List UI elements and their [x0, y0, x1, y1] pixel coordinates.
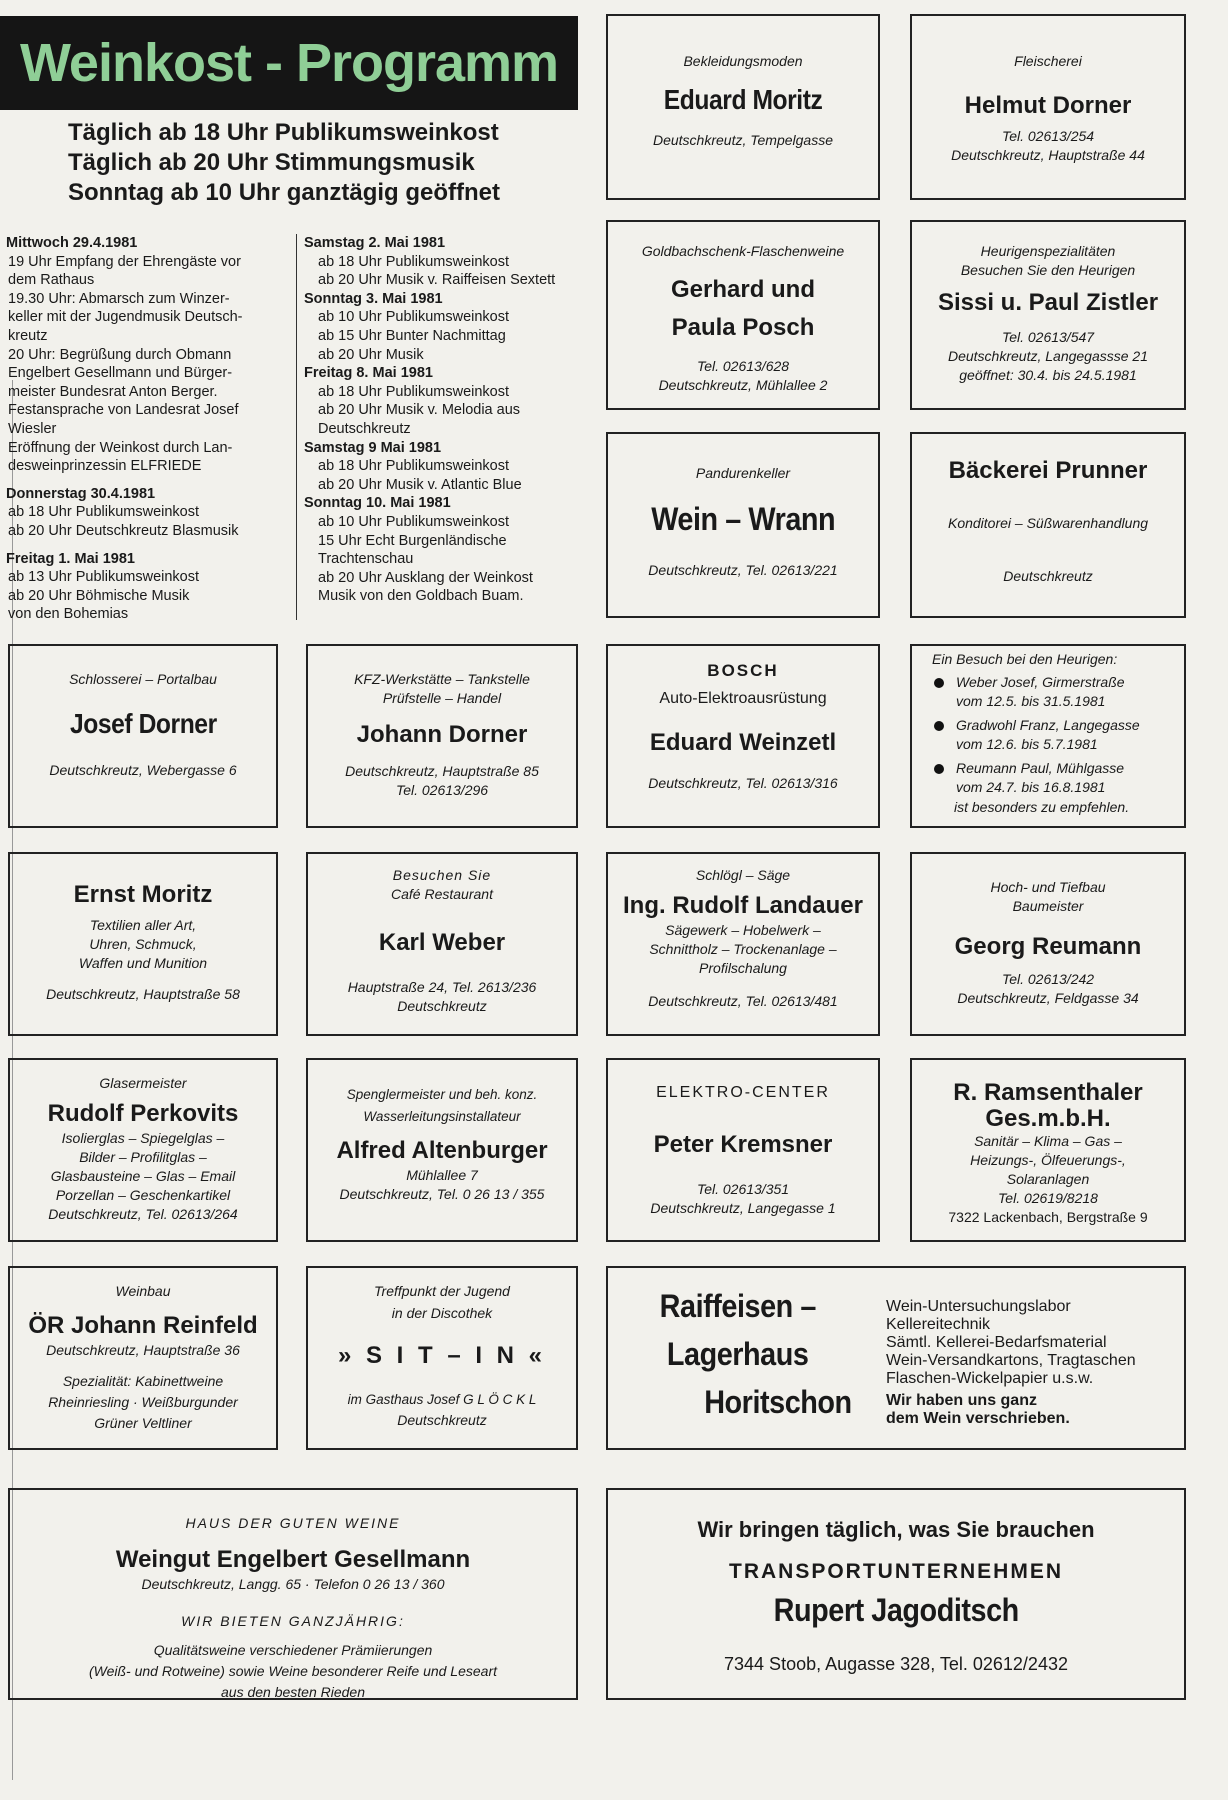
ad-phone: Tel. 02613/254: [1001, 128, 1095, 144]
program-entry: ab 20 Uhr Ausklang der Weinkost: [318, 569, 533, 586]
heurigen-dates: vom 12.5. bis 31.5.1981: [956, 693, 1106, 709]
ad-ernst-moritz: [8, 852, 278, 1036]
program-entry: 20 Uhr: Begrüßung durch Obmann: [8, 346, 232, 363]
ad-line: Rheinriesling · Weißburgunder: [48, 1394, 238, 1410]
ad-category: Heurigenspezialitäten: [980, 243, 1116, 259]
ad-address: Deutschkreutz, Hauptstraße 44: [951, 147, 1145, 163]
ad-alfred-altenburger: [306, 1058, 578, 1242]
ad-category: Wasserleitungsinstallateur: [363, 1109, 521, 1124]
ad-category: Spenglermeister und beh. konz.: [346, 1087, 538, 1102]
ad-company-name: Wein – Wrann: [651, 501, 835, 537]
heurigen-name: Reumann Paul, Mühlgasse: [956, 760, 1125, 776]
heurigen-item: [934, 673, 1184, 711]
ad-company-name: Eduard Weinzetl: [649, 729, 837, 756]
ad-company-name: Rupert Jagoditsch: [773, 1592, 1019, 1628]
ad-address: Deutschkreutz, Tel. 02613/264: [48, 1206, 238, 1222]
program-entry: 19.30 Uhr: Abmarsch zum Winzer-: [8, 290, 230, 307]
ad-phone: Tel. 02613/628: [696, 358, 790, 374]
ad-category: Café Restaurant: [391, 886, 493, 902]
ad-company-name: Ernst Moritz: [73, 881, 213, 908]
program-entry: 15 Uhr Echt Burgenländische: [318, 532, 507, 549]
ad-category: HAUS DER GUTEN WEINE: [185, 1515, 401, 1531]
ad-address: Deutschkreutz, Hauptstraße 36: [46, 1342, 240, 1358]
ad-rudolf-perkovits: [8, 1058, 278, 1242]
ad-line: Heizungs-, Ölfeuerungs-,: [970, 1152, 1126, 1168]
ad-phone: Tel. 02613/242: [1001, 971, 1095, 987]
ad-slogan: Wir bringen täglich, was Sie brauchen: [697, 1517, 1095, 1542]
ad-heading: WIR BIETEN GANZJÄHRIG:: [181, 1613, 405, 1629]
program-entry: dem Rathaus: [8, 272, 95, 289]
ad-company-name: Ing. Rudolf Landauer: [623, 892, 863, 919]
program-entry: ab 20 Uhr Musik v. Raiffeisen Sextett: [318, 272, 556, 289]
ad-phone: Tel. 02613/351: [696, 1181, 790, 1197]
ad-city: Deutschkreutz: [397, 1412, 487, 1428]
program-day-heading: Samstag 2. Mai 1981: [304, 235, 446, 251]
ad-eduard-weinzetl: [606, 644, 880, 828]
ad-company-name: » S I T – I N «: [337, 1342, 547, 1369]
ad-line: Profilschalung: [699, 960, 787, 976]
ad-raiffeisen-lagerhaus: [606, 1266, 1186, 1450]
ad-heading: Ein Besuch bei den Heurigen:: [932, 651, 1118, 667]
ad-address: Deutschkreutz, Tel. 0 26 13 / 355: [339, 1186, 545, 1202]
ad-johann-reinfeld: [8, 1266, 278, 1450]
program-entry: ab 15 Uhr Bunter Nachmittag: [318, 327, 506, 344]
bullet-icon: [934, 721, 944, 731]
ad-zistler: [910, 220, 1186, 410]
ad-category: Fleischerei: [1014, 53, 1082, 69]
program-day-heading: Donnerstag 30.4.1981: [6, 485, 156, 502]
ad-line: Sanitär – Klima – Gas –: [974, 1133, 1122, 1149]
ad-phone: Tel. 02613/296: [395, 782, 489, 798]
program-entry: ab 10 Uhr Publikumsweinkost: [318, 309, 510, 326]
ad-company-name: ÖR Johann Reinfeld: [28, 1312, 258, 1339]
ad-company-name: Weingut Engelbert Gesellmann: [115, 1546, 471, 1573]
heurigen-name: Gradwohl Franz, Langegasse: [956, 717, 1140, 733]
ad-posch: [606, 220, 880, 410]
ad-sit-in: [306, 1266, 578, 1450]
ad-rudolf-landauer: [606, 852, 880, 1036]
ad-line: im Gasthaus Josef G L Ö C K L: [347, 1392, 537, 1407]
ad-phone: Tel. 02613/547: [1001, 329, 1095, 345]
ad-company-name: Bäckerei Prunner: [948, 457, 1148, 484]
program-entry: ab 20 Uhr Musik v. Atlantic Blue: [318, 476, 522, 493]
ad-category: Besuchen Sie: [392, 867, 492, 883]
ad-line: Mühlallee 7: [406, 1167, 478, 1183]
ad-line: Kellereitechnik: [886, 1316, 991, 1333]
heurigen-name: Weber Josef, Girmerstraße: [956, 674, 1125, 690]
program-entry: Musik von den Goldbach Buam.: [318, 588, 524, 605]
ad-company-name: Alfred Altenburger: [336, 1137, 548, 1164]
ad-category: Bekleidungsmoden: [683, 53, 803, 69]
program-entry: Deutschkreutz: [318, 420, 411, 437]
program-entry: Eröffnung der Weinkost durch Lan-: [8, 439, 233, 456]
ad-address: Deutschkreutz, Hauptstraße 85: [345, 763, 539, 779]
ad-category: Hoch- und Tiefbau: [990, 879, 1106, 895]
ad-brand: BOSCH: [707, 661, 779, 680]
ad-category: Glasermeister: [99, 1075, 187, 1091]
ad-category: Baumeister: [1012, 898, 1084, 914]
intro-lines: [68, 118, 578, 208]
bullet-icon: [934, 678, 944, 688]
program-entry: 19 Uhr Empfang der Ehrengäste vor: [8, 253, 241, 270]
ad-category: in der Discothek: [391, 1305, 493, 1321]
program-entry: ab 18 Uhr Publikumsweinkost: [318, 253, 510, 270]
program-day-heading: Samstag 9 Mai 1981: [304, 439, 442, 456]
ad-address: Hauptstraße 24, Tel. 2613/236: [347, 979, 537, 995]
ad-category: Auto-Elektroausrüstung: [659, 690, 827, 707]
ad-company-name: Karl Weber: [378, 929, 506, 956]
heurigen-item: [934, 716, 1184, 754]
program-day-heading: Sonntag 10. Mai 1981: [304, 495, 451, 512]
ad-peter-kremsner: [606, 1058, 880, 1242]
ad-line: Wein-Versandkartons, Tragtaschen: [886, 1352, 1136, 1369]
ad-name-block: [608, 1282, 868, 1426]
ad-address: Deutschkreutz, Langegassse 21: [947, 348, 1148, 364]
ad-line: Isolierglas – Spiegelglas –: [61, 1130, 225, 1146]
ad-company-name: Peter Kremsner: [653, 1131, 833, 1158]
ad-eduard-moritz: [606, 14, 880, 200]
ad-line: (Weiß- und Rotweine) sowie Weine besonderer Reife und Leseart: [88, 1663, 498, 1679]
ad-line: Sägewerk – Hobelwerk –: [665, 922, 821, 938]
program-entry: kreutz: [8, 327, 48, 344]
ad-address: Deutschkreutz, Webergasse 6: [49, 762, 237, 778]
ad-company-name: Josef Dorner: [69, 708, 217, 739]
ad-company-name: Georg Reumann: [954, 933, 1142, 960]
ad-line: aus den besten Rieden: [221, 1684, 365, 1700]
ad-heurigen-list: [910, 644, 1186, 828]
ad-category: KFZ-Werkstätte – Tankstelle: [354, 671, 530, 687]
ad-line: Wein-Untersuchungslabor: [886, 1298, 1071, 1315]
ad-category: ELEKTRO-CENTER: [656, 1084, 830, 1101]
bullet-icon: [934, 764, 944, 774]
ad-category: TRANSPORTUNTERNEHMEN: [729, 1560, 1063, 1583]
ad-josef-dorner: [8, 644, 278, 828]
program-column-right: [304, 234, 584, 606]
ad-line: Waffen und Munition: [78, 955, 208, 971]
ad-company-name: Helmut Dorner: [964, 92, 1132, 119]
ad-slogan: dem Wein verschrieben.: [886, 1410, 1070, 1427]
ad-line: Glasbausteine – Glas – Email: [50, 1168, 236, 1184]
program-divider: [296, 234, 297, 620]
ad-address: Deutschkreutz, Tel. 02613/316: [648, 775, 838, 791]
ad-slogan: Wir haben uns ganz: [886, 1392, 1037, 1409]
ad-company-name: Gerhard und: [670, 276, 815, 303]
ad-address: 7322 Lackenbach, Bergstraße 9: [948, 1209, 1148, 1225]
ad-line: Sämtl. Kellerei-Bedarfsmaterial: [886, 1334, 1107, 1351]
ad-line: Porzellan – Geschenkartikel: [55, 1187, 231, 1203]
program-entry: ab 18 Uhr Publikumsweinkost: [318, 383, 510, 400]
program-entry: keller mit der Jugendmusik Deutsch-: [8, 309, 243, 326]
ad-address: Deutschkreutz, Mühlallee 2: [658, 377, 828, 393]
ad-line: Solaranlagen: [1006, 1171, 1090, 1187]
ad-address: Deutschkreutz, Langg. 65 · Telefon 0 26 13 / 360: [141, 1576, 445, 1592]
ad-karl-weber: [306, 852, 578, 1036]
program-entry: ab 20 Uhr Böhmische Musik: [8, 587, 190, 604]
ad-rupert-jagoditsch: [606, 1488, 1186, 1700]
ad-city: Deutschkreutz: [397, 998, 487, 1014]
ad-company-name: Rudolf Perkovits: [47, 1100, 239, 1127]
ad-georg-reumann: [910, 852, 1186, 1036]
ad-opening: geöffnet: 30.4. bis 24.5.1981: [959, 367, 1137, 383]
heurigen-dates: vom 12.6. bis 5.7.1981: [956, 736, 1098, 752]
ad-category: Schlosserei – Portalbau: [69, 671, 217, 687]
ad-company-name: R. Ramsenthaler: [953, 1079, 1143, 1106]
program-spacer: [6, 541, 278, 550]
program-day-heading: Mittwoch 29.4.1981: [6, 235, 138, 251]
program-spacer: [6, 476, 278, 485]
program-entry: ab 20 Uhr Musik: [318, 346, 424, 363]
program-day-heading: Sonntag 3. Mai 1981: [304, 290, 443, 307]
ad-address: Deutschkreutz, Tel. 02613/221: [648, 562, 838, 578]
ad-category: Weinbau: [115, 1283, 171, 1299]
ad-address: Deutschkreutz, Feldgasse 34: [957, 990, 1139, 1006]
program-entry: ab 18 Uhr Publikumsweinkost: [8, 504, 200, 521]
ad-address: Deutschkreutz: [1003, 568, 1093, 584]
ad-company-name: Johann Dorner: [356, 721, 528, 748]
ad-line: Flaschen-Wickelpapier u.s.w.: [886, 1370, 1094, 1387]
ad-category: Treffpunkt der Jugend: [374, 1283, 510, 1299]
ad-line: Grüner Veltliner: [94, 1415, 192, 1431]
program-entry: ab 20 Uhr Musik v. Melodia aus: [318, 402, 521, 419]
program-column-left: [6, 234, 278, 624]
program-day-heading: Freitag 8. Mai 1981: [304, 365, 433, 382]
heurigen-item: [934, 759, 1184, 797]
ad-address: Deutschkreutz, Tempelgasse: [652, 132, 834, 148]
page-title: Weinkost - Programm: [19, 33, 559, 93]
ad-company-name: Paula Posch: [671, 314, 815, 341]
ad-company-name: Raiffeisen –: [659, 1288, 817, 1324]
program-entry: ab 13 Uhr Publikumsweinkost: [8, 569, 200, 586]
ad-address: Deutschkreutz, Langegasse 1: [650, 1200, 836, 1216]
heurigen-dates: vom 24.7. bis 16.8.1981: [956, 779, 1106, 795]
intro-line: Täglich ab 18 Uhr Publikumsweinkost: [68, 119, 499, 146]
ad-ramsenthaler: [910, 1058, 1186, 1242]
ad-company-name: Lagerhaus: [667, 1336, 809, 1372]
ad-address: Deutschkreutz, Hauptstraße 58: [46, 986, 240, 1002]
ad-phone: Tel. 02619/8218: [998, 1190, 1098, 1206]
ad-baeckerei-prunner: [910, 432, 1186, 618]
ad-company-name: Sissi u. Paul Zistler: [937, 289, 1159, 316]
ad-category: Prüfstelle – Handel: [382, 690, 502, 706]
ad-category: Besuchen Sie den Heurigen: [960, 262, 1136, 278]
ad-category: Pandurenkeller: [695, 465, 791, 481]
ad-helmut-dorner: [910, 14, 1186, 200]
title-banner: [0, 16, 578, 110]
ad-category: Goldbachschenk-Flaschenweine: [641, 243, 845, 259]
program-day-heading: Freitag 1. Mai 1981: [6, 550, 135, 567]
program-entry: ab 10 Uhr Publikumsweinkost: [318, 513, 510, 530]
ad-wein-wrann: [606, 432, 880, 618]
ad-johann-dorner: [306, 644, 578, 828]
ad-line: Schnittholz – Trockenanlage –: [649, 941, 837, 957]
ad-address: Deutschkreutz, Tel. 02613/481: [648, 993, 838, 1009]
program-entry: ab 18 Uhr Publikumsweinkost: [318, 458, 510, 475]
program-entry: meister Bundesrat Anton Berger.: [8, 383, 218, 400]
ad-line: Bilder – Profilitglas –: [79, 1149, 207, 1165]
ad-company-name: Eduard Moritz: [663, 84, 823, 115]
ad-weingut-gesellmann: [8, 1488, 578, 1700]
ad-footer: ist besonders zu empfehlen.: [954, 799, 1130, 815]
intro-line: Sonntag ab 10 Uhr ganztägig geöffnet: [68, 179, 501, 206]
ad-line: Textilien aller Art,: [89, 917, 197, 933]
ad-service-list: [886, 1298, 1136, 1428]
program-entry: ab 20 Uhr Deutschkreutz Blasmusik: [8, 522, 239, 539]
program-entry: Engelbert Gesellmann und Bürger-: [8, 365, 233, 382]
ad-address: 7344 Stoob, Augasse 328, Tel. 02612/2432: [724, 1654, 1068, 1674]
program-entry: desweinprinzessin ELFRIEDE: [8, 458, 202, 475]
ad-category: Schlögl – Säge: [695, 867, 791, 883]
ad-line: Spezialität: Kabinettweine: [62, 1373, 224, 1389]
ad-company-name: Ges.m.b.H.: [985, 1105, 1111, 1132]
program-entry: von den Bohemias: [8, 606, 129, 623]
program-entry: Festansprache von Landesrat Josef: [8, 402, 239, 419]
ad-company-name: Horitschon: [704, 1384, 852, 1420]
program-entry: Trachtenschau: [318, 551, 414, 568]
intro-line: Täglich ab 20 Uhr Stimmungsmusik: [68, 149, 475, 176]
ad-line: Uhren, Schmuck,: [89, 936, 197, 952]
ad-line: Qualitätsweine verschiedener Prämiierungen: [153, 1642, 433, 1658]
program-entry: Wiesler: [8, 420, 57, 437]
ad-category: Konditorei – Süßwarenhandlung: [947, 515, 1149, 531]
